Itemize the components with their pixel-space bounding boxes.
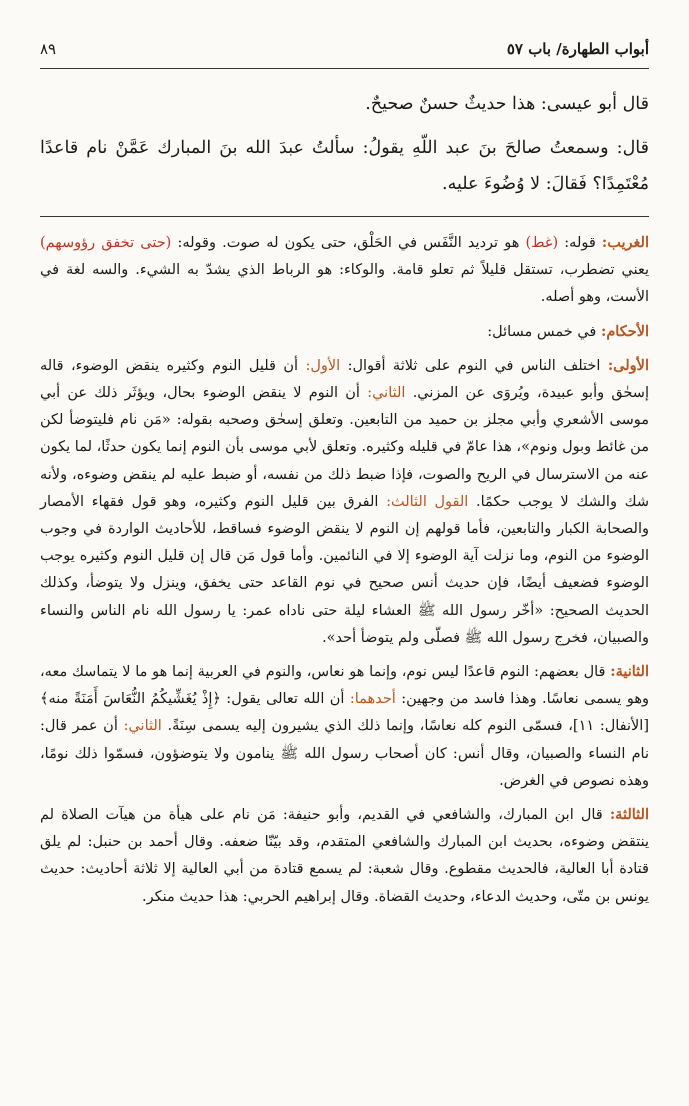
gharib-text-1: قوله: <box>558 235 602 251</box>
gharib-label: الغريب: <box>601 234 649 251</box>
gharib-word-2: (حتى تخفق رؤوسهم) <box>40 235 172 251</box>
ahkam-text: في خمس مسائل: <box>487 323 601 340</box>
quran-quote: ﴿إِذْ يُغَشِّيكُمُ النُّعَاسَ أَمَنَةً منه﴾ <box>40 691 221 708</box>
first-text-4: الفرق بين قليل النوم وكثيره، وهو قول فقهاء الأمصار والصحابة الكبار والتابعين، فأما قولهم إن النوم لا ينقض الوضوء فساقط، للأحاديث الواردة في وجوب الوضوء من النوم، وما نزلت آية الوضوء إلا في النائمين. وأما قول مَن قال إن قليل النوم وكثيره يوجب الوضوء فضعيف أيضًا، فإن حديث أنس صحيح في نوم القاعد حتى يخفق، وينزل ولا يتوضأ، وكذلك الحديث الصحيح: «أخّر رسول الله ﷺ العشاء ليلة حتى ناداه عمر: يا رسول الله نام الناس والنساء والصبيان، فخرج رسول الله ﷺ فصلّى ولم يتوضأ أحد». <box>40 493 649 646</box>
paragraph-salih: قال: وسمعتُ صالحَ بنَ عبد اللّهِ يقولُ: سألتُ عبدَ الله بنَ المبارك عَمَّنْ نام قاعدًا مُعْتَمِدًا؟ فَقالَ: لا وُضُوءَ عليه. <box>40 138 649 194</box>
first-opinion-1-label: الأول: <box>305 357 341 374</box>
first-text-1: اختلف الناس في النوم على ثلاثة أقوال: <box>340 357 608 374</box>
book-page <box>40 0 649 1106</box>
second-issue-paragraph <box>40 658 649 795</box>
first-opinion-3-label: القول الثالث: <box>386 493 469 510</box>
running-title: أبواب الطهارة/ باب ٥٧ <box>506 40 649 58</box>
first-issue-label: الأولى: <box>607 356 649 374</box>
third-issue-paragraph <box>40 801 649 911</box>
second-text-2: أن الله تعالى يقول: <box>220 691 350 708</box>
page-number: ٨٩ <box>40 40 57 58</box>
first-text-3: أن النوم لا ينقض الوضوء بحال، ويؤثَر ذلك عن أبي موسى الأشعري وأبي مجلز بن حميد من التابعين. وتعلق إسحٰق وصحبه بقوله: «مَن نام فليتوضأ لكن من غائط وبول ونوم»، هذا عامّ في قليله وكثيره. وتعلق لأبي موسى بأن النوم إنما يكون حدثًا، لما يكون عنه من الاسترسال في الريح والصوت، فإذا ضبط ذلك من نفسه، أو ضبط عليه لم ينقض وضوءه، ولأنه شك والشك لا يوجب حكمًا. <box>40 385 649 510</box>
third-text-1: قال ابن المبارك، والشافعي في القديم، وأبو حنيفة: مَن نام على هيأة من هيآت الصلاة لم ينتقض وضوءه، بحديث ابن المبارك والشافعي المتقدم، وقد بيّنّا ضعفه. وقال أحمد بن حنبل: لم يلق قتادة أبا العالية، فالحديث مقطوع. وقال شعبة: لم يسمع قتادة من أبي العالية إلا ثلاثة أحاديث: حديث يونس بن متّى، وحديث الدعاء، وحديث القضاة. وقال إبراهيم الحربي: هذا حديث منكر. <box>40 807 649 905</box>
gharib-text-2: هو ترديد النَّفَس في الحَلْق، حتى يكون له صوت. وقوله: <box>171 235 526 251</box>
gharib-word-1: (غط) <box>525 235 559 251</box>
ahkam-label: الأحكام: <box>600 322 649 340</box>
paragraph-abu-isa: قال أبو عيسى: هذا حديثٌ حسنٌ صحيحٌ. <box>365 94 649 114</box>
header-rule <box>40 68 649 69</box>
hadith-text <box>40 86 649 202</box>
third-issue-label: الثالثة: <box>609 806 649 824</box>
second-text-3: [الأنفال: ١١]، فسمّى النوم كله نعاسًا، وإنما ذلك الذي يشيرون إليه يسمى سِنَةً. <box>161 718 649 735</box>
ahkam-paragraph <box>40 318 649 346</box>
first-opinion-2-label: الثاني: <box>367 385 406 402</box>
second-text-4: أن عمر قال: نام النساء والصبيان، وقال أنس: كان أصحاب رسول الله ﷺ ينامون ولا يتوضؤون، فسمّوا ذلك نومًا، وهذه نصوص في الغرض. <box>40 718 649 789</box>
section-divider <box>40 216 649 217</box>
gharib-paragraph <box>40 229 649 312</box>
first-issue-paragraph <box>40 352 649 652</box>
second-reason-1-label: أحدهما: <box>349 691 396 708</box>
running-header <box>40 40 649 58</box>
first-text-2: أن قليل النوم وكثيره ينقض الوضوء، قاله إسحٰق وأبو عبيدة، ويُروَى عن المزني. <box>40 357 649 402</box>
second-issue-label: الثانية: <box>610 663 649 681</box>
second-text-1: قال بعضهم: النوم قاعدًا ليس نوم، وإنما هو نعاس، والنوم في العربية إنما هو ما لا يتماسك معه، وهو يسمى نعاسًا. وهذا فاسد من وجهين: <box>40 664 650 708</box>
gharib-text-3: يعني تضطرب، تستقل قليلاً ثم تعلو قامة. والوكاء: هو الرباط الذي يشدّ به الشيء. والسه لغة في الأست، وهو أصله. <box>40 262 649 306</box>
page-body <box>40 86 649 917</box>
second-reason-2-label: الثاني: <box>123 718 162 735</box>
commentary <box>40 229 649 911</box>
